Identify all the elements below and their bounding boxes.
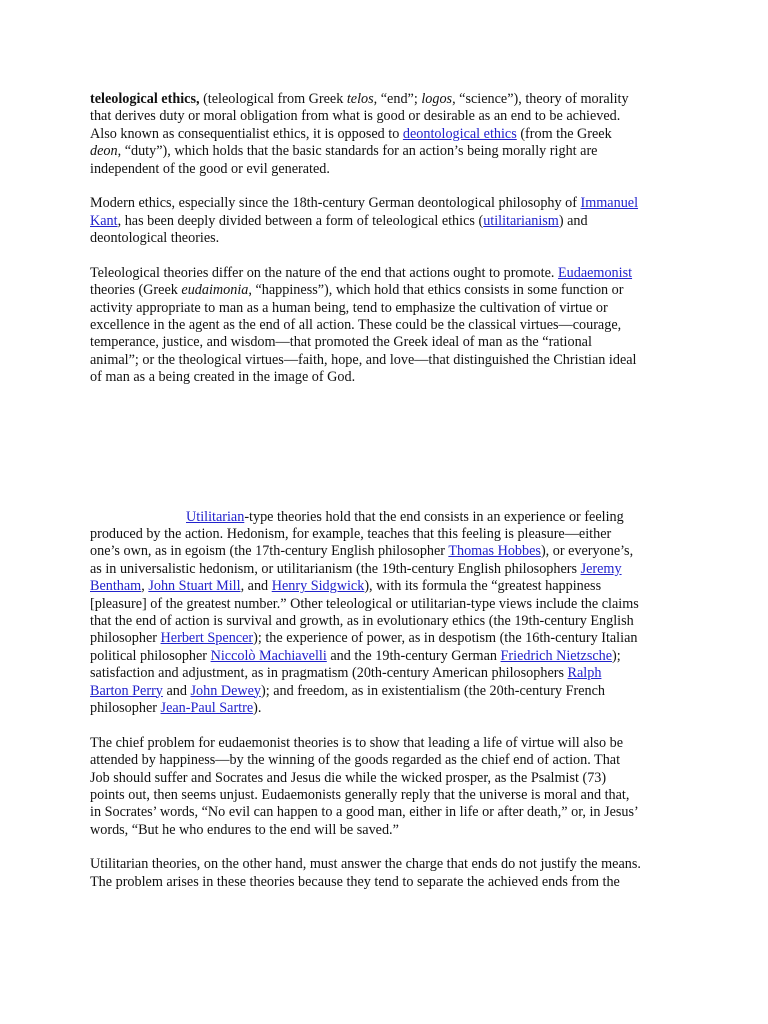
text-run: as in universalistic hedonism, or utilitarianism (the 19th-century English philosophers xyxy=(90,560,581,577)
text-run: political philosopher xyxy=(90,647,211,664)
text-line: [pleasure] of the greatest number.” Other teleological or utilitarian-type views include the claims xyxy=(90,595,639,612)
text-line xyxy=(90,630,676,647)
link-utilitarian[interactable]: Utilitarian xyxy=(186,508,245,525)
text-run: theories (Greek xyxy=(90,282,182,299)
text-line: independent of the good or evil generated. xyxy=(90,160,330,177)
text-line: of man as a being created in the image of God. xyxy=(90,369,356,386)
text-run: -type theories hold that the end consists in an experience or feeling xyxy=(244,508,624,525)
text-line: Utilitarian theories, on the other hand, must answer the charge that ends do not justify the means. xyxy=(90,856,641,873)
text-line xyxy=(90,143,676,160)
text-line: points out, then seems unjust. Eudaemonists generally reply that the universe is moral and that, xyxy=(90,786,630,803)
link-jeremy-bentham[interactable]: Jeremy xyxy=(580,560,622,577)
link-john-dewey[interactable]: John Dewey xyxy=(190,682,262,699)
text-line xyxy=(90,91,676,108)
text-line xyxy=(90,683,676,700)
text-line xyxy=(90,561,676,578)
text-run: , and xyxy=(240,578,272,595)
link-bentham[interactable]: Bentham xyxy=(90,578,142,595)
text-line xyxy=(90,578,676,595)
paragraph-teleological-theories xyxy=(90,265,676,387)
link-eudaemonist[interactable]: Eudaemonist xyxy=(557,264,633,281)
text-line xyxy=(90,665,676,682)
text-line: The problem arises in these theories because they tend to separate the achieved ends from the xyxy=(90,873,620,890)
text-run: ); xyxy=(612,647,621,664)
text-run: , “end”; xyxy=(373,91,422,107)
text-run: ); and freedom, as in existentialism (the 20th-century French xyxy=(261,682,605,699)
text-run: ), or everyone’s, xyxy=(540,543,634,560)
text-line: produced by the action. Hedonism, for example, teaches that this feeling is pleasure—either xyxy=(90,526,612,543)
text-line xyxy=(90,265,676,282)
text-run: ). xyxy=(253,699,262,716)
paragraph-gap xyxy=(90,717,676,734)
text-line xyxy=(90,543,676,560)
link-jean-paul-sartre[interactable]: Jean-Paul Sartre xyxy=(160,699,254,716)
text-run: and xyxy=(162,682,191,699)
link-deontological-ethics[interactable]: deontological ethics xyxy=(402,125,517,142)
text-run: and the 19th-century German xyxy=(326,647,501,664)
text-run: , “duty”), which holds that the basic standards for an action’s being morally right are xyxy=(117,143,598,160)
text-line xyxy=(90,700,676,717)
link-henry-sidgwick[interactable]: Henry Sidgwick xyxy=(271,578,365,595)
link-utilitarianism[interactable]: utilitarianism xyxy=(483,212,559,229)
text-line: activity appropriate to man as a human being, tend to emphasize the cultivation of virtue or xyxy=(90,299,608,316)
text-line: that derives duty or moral obligation from what is good or desirable as an end to be achieved. xyxy=(90,108,621,125)
text-italic: deon xyxy=(90,143,118,160)
text-line: words, “But he who endures to the end will be saved.” xyxy=(90,821,399,838)
text-line xyxy=(90,126,676,143)
text-line xyxy=(90,648,676,665)
text-run: , xyxy=(141,578,149,595)
text-run: Teleological theories differ on the nature of the end that actions ought to promote. xyxy=(90,264,558,281)
text-run: satisfaction and adjustment, as in pragmatism (20th-century American philosophers xyxy=(90,665,568,682)
paragraph-utilitarian-means xyxy=(90,856,676,891)
text-run: , “happiness”), which hold that ethics consists in some function or xyxy=(248,282,624,299)
text-italic: eudaimonia xyxy=(181,282,249,299)
paragraph-gap xyxy=(90,839,676,856)
text-run: philosopher xyxy=(90,630,161,647)
text-run: Also known as consequentialist ethics, it is opposed to xyxy=(90,125,403,142)
text-line xyxy=(90,213,676,230)
text-run: one’s own, as in egoism (the 17th-century English philosopher xyxy=(90,543,449,560)
text-line: attended by happiness—by the winning of the goods regarded as the chief end of action. That xyxy=(90,752,621,769)
text-line: Job should suffer and Socrates and Jesus die while the wicked prosper, as the Psalmist (73) xyxy=(90,769,607,786)
text-run: (teleological from Greek xyxy=(199,91,347,107)
paragraph-gap xyxy=(90,248,676,265)
text-line: animal”; or the theological virtues—faith, hope, and love—that distinguished the Christian ideal xyxy=(90,351,637,368)
text-line: temperance, justice, and wisdom—that promoted the Greek ideal of man as the “rational xyxy=(90,334,592,351)
text-run: (from the Greek xyxy=(516,125,612,142)
text-run: Modern ethics, especially since the 18th-century German deontological philosophy of xyxy=(90,195,581,212)
text-run: , “science”), theory of morality xyxy=(452,91,629,107)
paragraph-gap xyxy=(90,178,676,195)
text-run: ), with its formula the “greatest happiness xyxy=(364,578,602,595)
text-line xyxy=(90,195,676,212)
text-run: ) and xyxy=(558,212,588,229)
text-line: that the end of action is survival and growth, as in evolutionary ethics (the 19th-century English xyxy=(90,612,634,629)
paragraph-definition xyxy=(90,91,676,178)
text-italic: logos xyxy=(421,91,453,107)
paragraph-modern-ethics xyxy=(90,195,676,247)
text-italic: telos xyxy=(346,91,374,107)
blank-space xyxy=(90,387,676,509)
link-thomas-hobbes[interactable]: Thomas Hobbes xyxy=(448,543,541,560)
link-immanuel-kant[interactable]: Immanuel xyxy=(580,195,639,212)
link-herbert-spencer[interactable]: Herbert Spencer xyxy=(160,630,254,647)
text-run: , has been deeply divided between a form of teleological ethics ( xyxy=(117,212,484,229)
text-run: ); the experience of power, as in despotism (the 16th-century Italian xyxy=(253,630,638,647)
text-line xyxy=(90,282,676,299)
paragraph-utilitarian xyxy=(90,509,676,718)
link-kant[interactable]: Kant xyxy=(90,212,118,229)
document-body xyxy=(90,91,676,891)
paragraph-chief-problem xyxy=(90,735,676,839)
text-line xyxy=(90,509,676,526)
term-heading: teleological ethics, xyxy=(90,91,200,107)
link-barton-perry[interactable]: Barton Perry xyxy=(90,682,163,699)
text-run: philosopher xyxy=(90,699,161,716)
link-niccolo-machiavelli[interactable]: Niccolò Machiavelli xyxy=(210,647,327,664)
link-john-stuart-mill[interactable]: John Stuart Mill xyxy=(148,578,241,595)
link-ralph-barton-perry[interactable]: Ralph xyxy=(567,665,602,682)
link-friedrich-nietzsche[interactable]: Friedrich Nietzsche xyxy=(500,647,613,664)
text-line: deontological theories. xyxy=(90,230,220,247)
text-line: excellence in the agent as the end of all action. These could be the classical virtues—courage, xyxy=(90,317,622,334)
text-line: in Socrates’ words, “No evil can happen to a good man, either in life or after death,” or, in Jesus’ xyxy=(90,804,639,821)
text-line: The chief problem for eudaemonist theories is to show that leading a life of virtue will also be xyxy=(90,734,624,751)
